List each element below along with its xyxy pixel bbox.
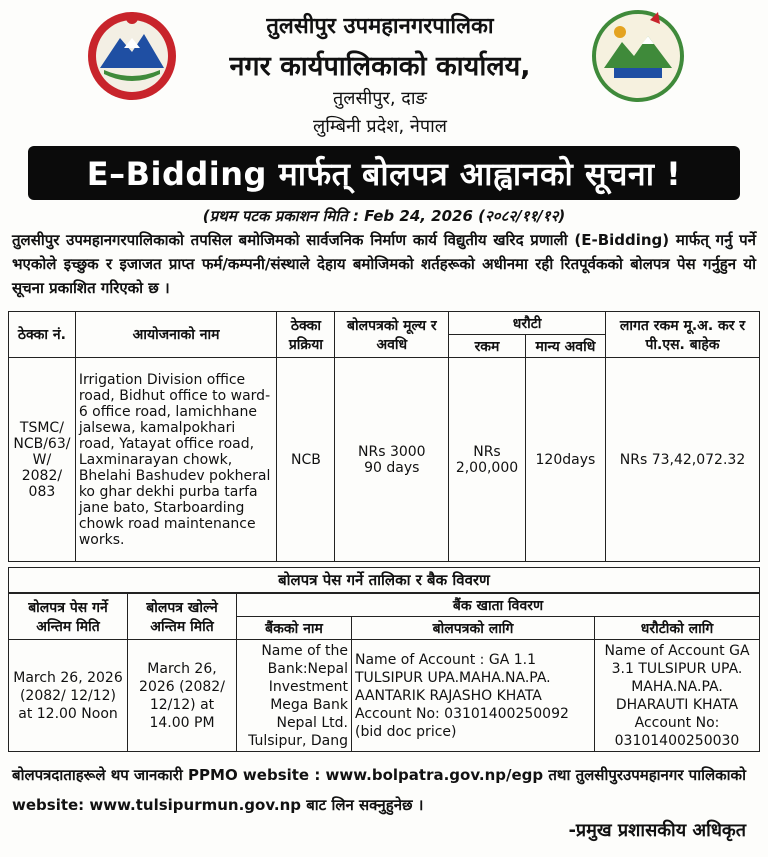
header-procedure: ठेक्का प्रक्रिया (277, 312, 335, 358)
office-name: नगर कार्यपालिकाको कार्यालय, (229, 51, 531, 82)
header-cost: लागत रकम मू.अ. कर र पी.एस. बाहेक (606, 312, 760, 358)
contract-no: TSMC/ NCB/63/ W/ 2082/ 083 (9, 358, 76, 562)
header-security: धरौटी (449, 312, 606, 335)
header-submission: बोलपत्र पेस गर्ने अन्तिम मिति (9, 594, 128, 640)
table-row (9, 640, 760, 752)
schedule-table (8, 593, 760, 752)
project-name: Irrigation Division office road, Bidhut office to ward-6 office road, lamichhane jalsewa, kamalpokhari road, Yatayat office road, Laxminarayan chowk, Bhelahi Bashudev pokheral ko ghar dekhi purba tarfa jane bato, Starboarding chowk road maintenance works. (75, 358, 277, 562)
notice-intro: तुलसीपुर उपमहानगरपालिकाको तपसिल बमोजिमको सार्वजनिक निर्माण कार्य विद्युतीय खरिद प्रणाली (E-Bidding) मार्फत् गर्नु पर्ने भएकोले इच्छुक र इजाजत प्राप्त फर्म/कम्पनी/संस्थाले देहाय बमोजिमको शर्तहरूको अधीनमा रही रितपूर्वकको बोलपत्र पेस गर्नुहुन यो सूचना प्रकाशित गरिएको छ । (12, 231, 756, 297)
security-validity: 120days (525, 358, 605, 562)
header-bank-name: बैंकको नाम (237, 617, 352, 640)
municipality-logo-icon (590, 8, 686, 104)
nepal-emblem-icon (84, 8, 180, 104)
bid-doc-price: NRs 3000 (358, 443, 426, 460)
office-address: तुलसीपुर, दाङ (332, 88, 427, 109)
header-bank-details: बैंक खाता विवरण (237, 594, 760, 617)
submission-deadline: March 26, 2026 (2082/ 12/12) at 12.00 Noon (9, 640, 128, 752)
security-account: Name of Account GA 3.1 TULSIPUR UPA. MAHA.NA.PA. DHARAUTI KHATA Account No: 03101400250030 (595, 640, 760, 752)
opening-date: March 26, 2026 (2082/ 12/12) at 14.00 PM (128, 640, 237, 752)
footer-note: बोलपत्रदाताहरूले थप जानकारी PPMO website : www.bolpatra.gov.np/egp तथा तुलसीपुरउपमहानगर पालिकाको website: www.tulsipurmun.gov.np बाट लिन सक्नुहुनेछ । (12, 766, 746, 814)
bid-account: Name of Account : GA 1.1 TULSIPUR UPA.MAHA.NA.PA. AANTARIK RAJASHO KHATA Account No: 03101400250092 (bid doc price) (352, 640, 595, 752)
bid-doc-period: 90 days (364, 459, 420, 476)
header-for-bid: बोलपत्रको लागि (352, 617, 595, 640)
header-security-validity: मान्य अवधि (525, 335, 605, 358)
table-row (9, 358, 760, 562)
procedure: NCB (277, 358, 335, 562)
publication-date: (प्रथम पटक प्रकाशन मिति : Feb 24, 2026 (२०८२/११/१२) (202, 207, 566, 225)
header-contract-no: ठेक्का नं. (9, 312, 76, 358)
header-project-name: आयोजनाको नाम (75, 312, 277, 358)
header-for-security: धरौटीको लागि (595, 617, 760, 640)
signature: -प्रमुख प्रशासकीय अधिकृत (568, 820, 746, 841)
schedule-band: बोलपत्र पेस गर्ने तालिका र बैक विवरण (8, 567, 760, 593)
header-bid-doc: बोलपत्रको मूल्य र अवधि (335, 312, 449, 358)
contract-table (8, 311, 760, 562)
bid-doc-cell (335, 358, 449, 562)
bank-name: Name of the Bank:Nepal Investment Mega Bank Nepal Ltd. Tulsipur, Dang (237, 640, 352, 752)
province-name: लुम्बिनी प्रदेश, नेपाल (313, 116, 447, 137)
header-opening: बोलपत्र खोल्ने अन्तिम मिति (128, 594, 237, 640)
letterhead (0, 0, 768, 140)
notice-title-banner: E–Bidding मार्फत् बोलपत्र आह्वानको सूचना ! (28, 146, 740, 200)
security-amount: NRs 2,00,000 (449, 358, 526, 562)
header-security-amount: रकम (449, 335, 526, 358)
municipality-name: तुलसीपुर उपमहानगरपालिका (266, 14, 494, 39)
estimated-cost: NRs 73,42,072.32 (606, 358, 760, 562)
